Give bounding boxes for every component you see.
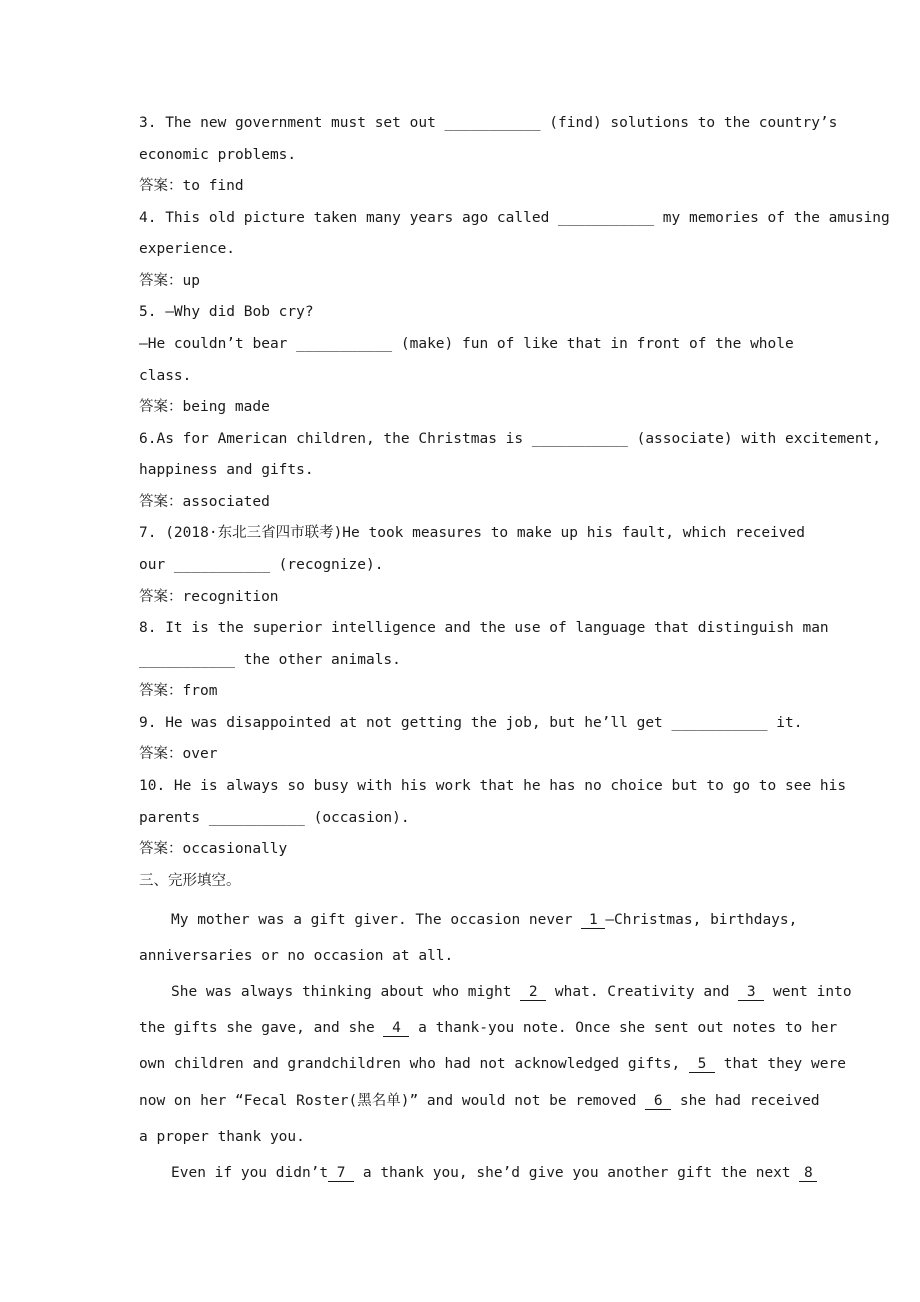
answer-10: 答案：occasionally (139, 841, 288, 857)
cloze-p3-line-1 (171, 1163, 817, 1183)
cloze-text: My mother was a gift giver. The occasion never (171, 912, 582, 928)
cloze-text: now on her “Fecal Roster(黑名单)” and would not be removed (139, 1093, 646, 1109)
question-8-line-2: ___________ the other animals. (139, 652, 401, 668)
cloze-text: She was always thinking about who might (171, 984, 521, 1000)
question-6-line-1: 6.As for American children, the Christmas is ___________ (associate) with excitement, (139, 431, 882, 447)
question-3-line-2: economic problems. (139, 147, 297, 163)
cloze-blank-8: 8 (799, 1165, 817, 1182)
question-10-line-1: 10. He is always so busy with his work that he has no choice but to go to see his (139, 778, 847, 794)
cloze-text: the gifts she gave, and she (139, 1020, 384, 1036)
cloze-p2-line-1 (171, 982, 852, 1002)
cloze-text: she had received (671, 1093, 820, 1109)
cloze-blank-5: 5 (689, 1056, 715, 1073)
cloze-blank-4: 4 (383, 1020, 409, 1037)
cloze-p2-line-2 (139, 1018, 837, 1038)
cloze-text: a thank you, she’d give you another gift the next (354, 1165, 800, 1181)
question-4-line-2: experience. (139, 241, 236, 257)
cloze-blank-2: 2 (520, 984, 546, 1001)
cloze-text: a thank-you note. Once she sent out notes to her (409, 1020, 838, 1036)
cloze-blank-1: 1 (581, 912, 605, 929)
cloze-p2-line-3 (139, 1054, 846, 1074)
question-3-line-1: 3. The new government must set out ___________ (find) solutions to the country’s (139, 115, 838, 131)
cloze-p1-line-2: anniversaries or no occasion at all. (139, 948, 454, 964)
cloze-blank-7: 7 (328, 1165, 354, 1182)
cloze-p1-line-1 (171, 910, 797, 930)
cloze-text: Even if you didn’t (171, 1165, 329, 1181)
question-4-line-1: 4. This old picture taken many years ago called ___________ my memories of the amusing (139, 210, 890, 226)
answer-9: 答案：over (139, 746, 218, 762)
question-9-line-1: 9. He was disappointed at not getting the job, but he’ll get ___________ it. (139, 715, 803, 731)
question-6-line-2: happiness and gifts. (139, 462, 314, 478)
cloze-text: that they were (714, 1056, 846, 1072)
answer-5: 答案：being made (139, 399, 270, 415)
cloze-p2-line-4 (139, 1091, 820, 1111)
answer-3: 答案：to find (139, 178, 244, 194)
question-5-line-1: 5. —Why did Bob cry? (139, 304, 314, 320)
cloze-text: what. Creativity and (546, 984, 739, 1000)
question-7-line-1: 7. (2018·东北三省四市联考)He took measures to make up his fault, which received (139, 525, 805, 541)
answer-7: 答案：recognition (139, 589, 279, 605)
cloze-blank-3: 3 (738, 984, 764, 1001)
cloze-text: —Christmas, birthdays, (605, 912, 798, 928)
cloze-text: own children and grandchildren who had not acknowledged gifts, (139, 1056, 689, 1072)
question-5-line-2: —He couldn’t bear ___________ (make) fun of like that in front of the whole (139, 336, 794, 352)
question-10-line-2: parents ___________ (occasion). (139, 810, 410, 826)
section-title: 三、完形填空。 (139, 873, 241, 889)
cloze-text: went into (764, 984, 852, 1000)
cloze-p2-line-5: a proper thank you. (139, 1129, 305, 1145)
answer-4: 答案：up (139, 273, 200, 289)
cloze-blank-6: 6 (645, 1093, 671, 1110)
question-7-line-2: our ___________ (recognize). (139, 557, 384, 573)
question-8-line-1: 8. It is the superior intelligence and the use of language that distinguish man (139, 620, 829, 636)
question-5-line-3: class. (139, 368, 192, 384)
answer-8: 答案：from (139, 683, 218, 699)
answer-6: 答案：associated (139, 494, 270, 510)
